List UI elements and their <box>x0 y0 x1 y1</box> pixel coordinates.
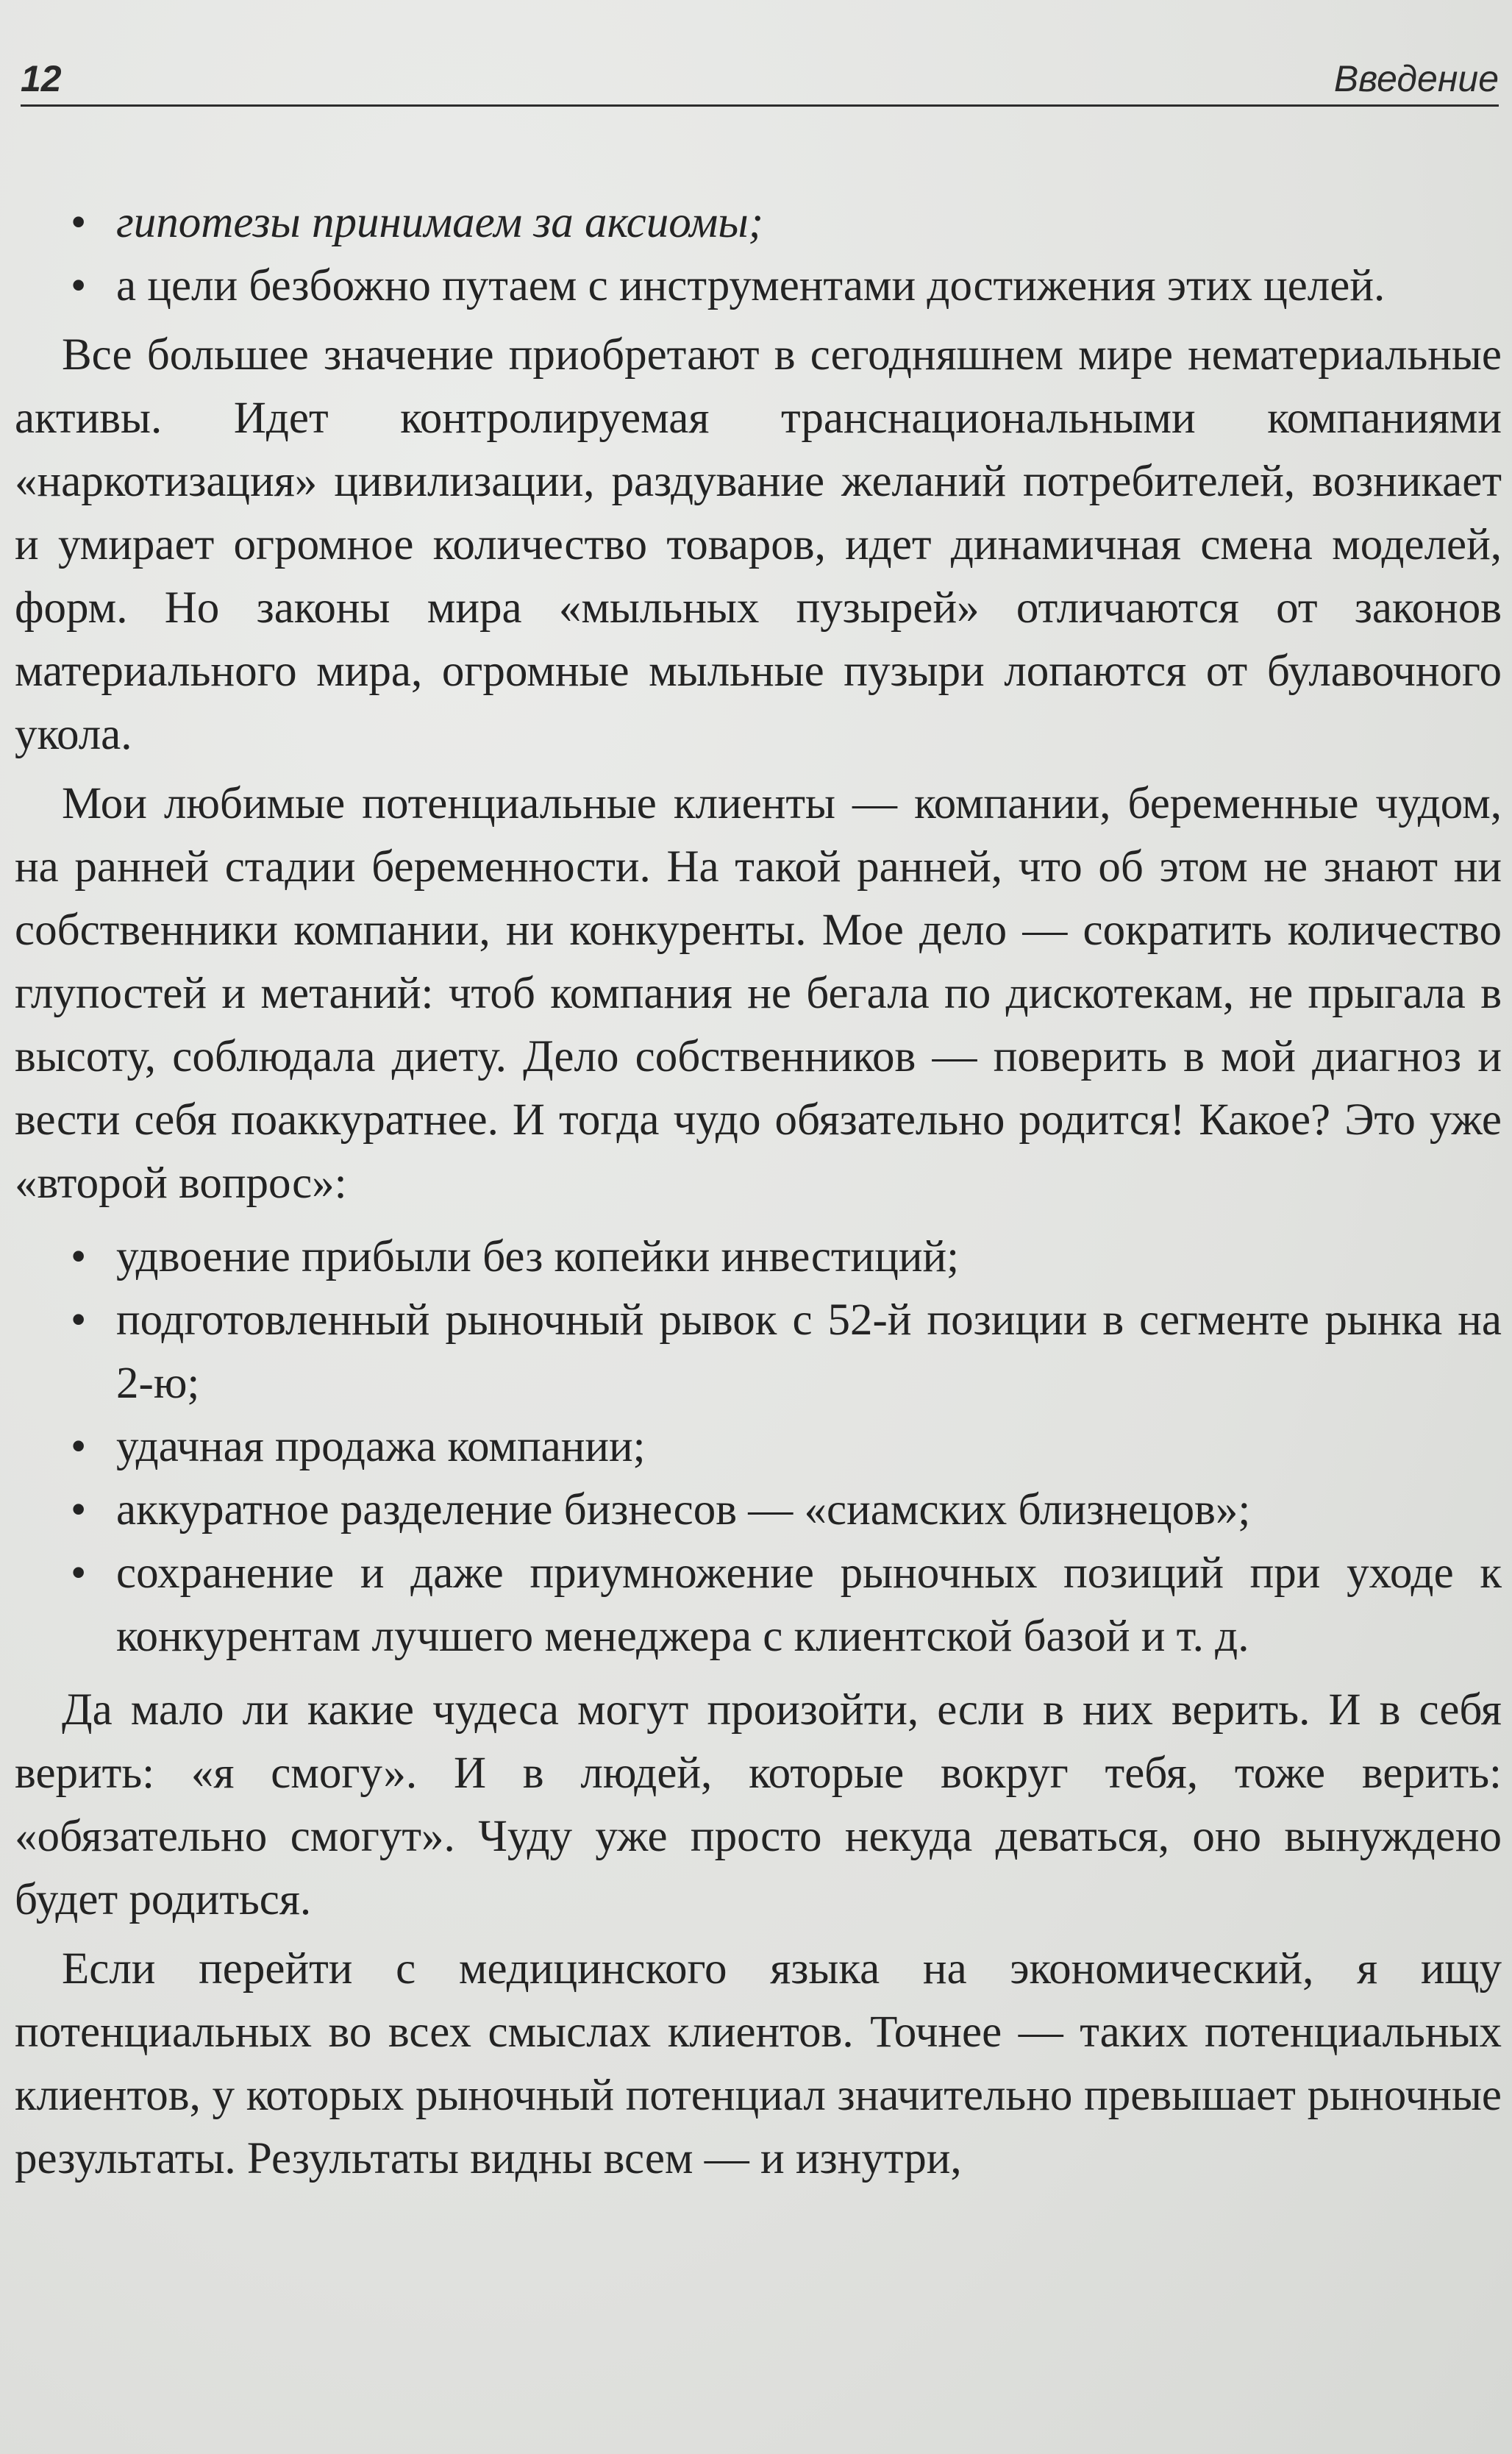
list-item <box>15 1226 1502 1289</box>
body-text <box>15 191 1502 2191</box>
section-title: Введение <box>1333 58 1499 99</box>
list-item <box>15 1542 1502 1668</box>
paragraph: Если перейти с медицинского языка на экономический, я ищу потенциальных во всех смыслах клиентов. Точнее — таких потенциальных клиентов, у которых рыночный потенциал значительно превышает рыночные результаты. Результаты видны всем — и изнутри, <box>15 1944 1502 2183</box>
paragraph: Все большее значение приобретают в сегодняшнем мире нематериальные активы. Идет контролируемая транснациональными компаниями «наркотизация» цивилизации, раздувание желаний потребителей, возникает и умирает огромное количество товаров, идет динамичная смена моделей, форм. Но законы мира «мыльных пузырей» отличаются от законов материального мира, огромные мыльные пузыри лопаются от булавочного укола. <box>15 330 1502 759</box>
paragraph: Да мало ли какие чудеса могут произойти, если в них верить. И в себя верить: «я смогу». И в людей, которые вокруг тебя, тоже верить: «обязательно смогут». Чуду уже просто некуда деваться, оно вынуждено будет родиться. <box>15 1685 1502 1924</box>
bullet-icon: • <box>71 261 87 310</box>
list-item <box>15 1479 1502 1542</box>
list-item-text: сохранение и даже приумножение рыночных позиций при уходе к конкурентам лучшего менеджера с клиентской базой и т. д. <box>116 1548 1502 1661</box>
list-item <box>15 1415 1502 1479</box>
list-item-text: а цели безбожно путаем с инструментами достижения этих целей. <box>116 261 1386 310</box>
list-item <box>15 255 1502 318</box>
page-number: 12 <box>21 58 62 99</box>
bullet-icon: • <box>71 1232 87 1281</box>
paragraph: Мои любимые потенциальные клиенты — компании, беременные чудом, на ранней стадии беременности. На такой ранней, что об этом не знают ни собственники компании, ни конкуренты. Мое дело — сократить количество глупостей и метаний: чтоб компания не бегала по дискотекам, не прыгала в высоту, соблюдала диету. Дело собственников — поверить в мой диагноз и вести себя поаккуратнее. И тогда чудо обязательно родится! Какое? Это уже «второй вопрос»: <box>15 779 1502 1208</box>
list-item-text: удачная продажа компании; <box>116 1422 646 1471</box>
list-item-text: гипотезы принимаем за аксиомы; <box>116 198 763 247</box>
bullet-list-results <box>15 1226 1502 1668</box>
bullet-icon: • <box>71 1295 87 1345</box>
list-item-text: удвоение прибыли без копейки инвестиций; <box>116 1232 960 1281</box>
list-item-text: подготовленный рыночный рывок с 52-й позиции в сегменте рынка на 2-ю; <box>116 1295 1502 1408</box>
list-item-text: аккуратное разделение бизнесов — «сиамских близнецов»; <box>116 1485 1251 1534</box>
bullet-icon: • <box>71 1485 87 1534</box>
list-item <box>15 1289 1502 1415</box>
bullet-icon: • <box>71 198 87 247</box>
list-item <box>15 191 1502 255</box>
bullet-icon: • <box>71 1422 87 1471</box>
bullet-icon: • <box>71 1548 87 1598</box>
running-head <box>21 46 1499 107</box>
bullet-list-top <box>15 191 1502 318</box>
